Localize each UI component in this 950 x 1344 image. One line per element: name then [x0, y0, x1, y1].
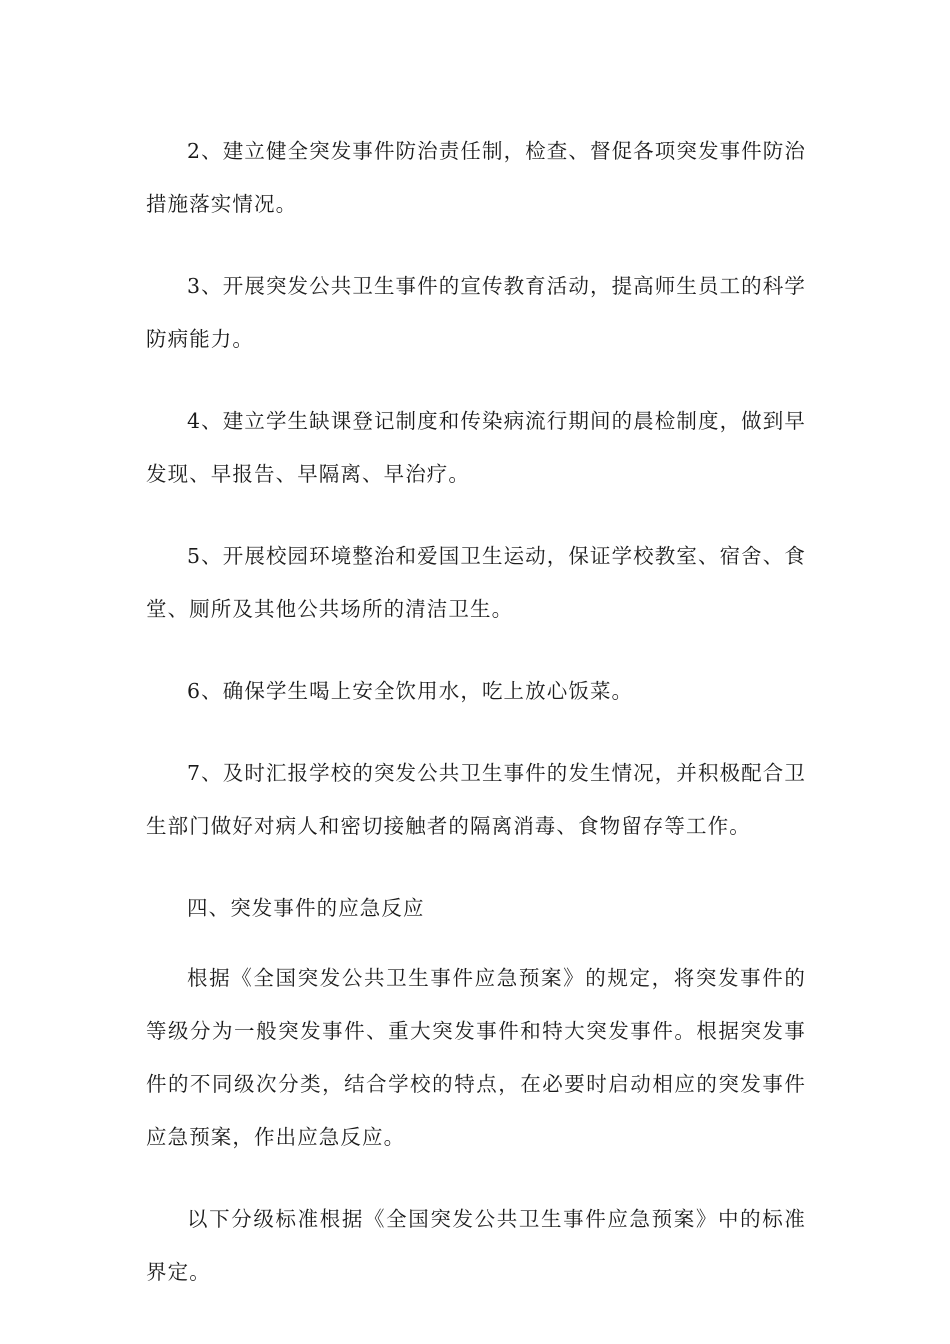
- document-body: [146, 125, 806, 1328]
- paragraph-item-6: 6、确保学生喝上安全饮用水，吃上放心饭菜。: [187, 679, 634, 703]
- paragraph-item-5: 5、开展校园环境整治和爱国卫生运动，保证学校教室、宿舍、食堂、厕所及其他公共场所的清洁卫生。: [146, 544, 806, 621]
- paragraph-item-3: 3、开展突发公共卫生事件的宣传教育活动，提高师生员工的科学防病能力。: [146, 274, 806, 351]
- paragraph-section-standard: 以下分级标准根据《全国突发公共卫生事件应急预案》中的标准界定。: [146, 1207, 806, 1284]
- paragraph-section-intro: 根据《全国突发公共卫生事件应急预案》的规定，将突发事件的等级分为一般突发事件、重大突发事件和特大突发事件。根据突发事件的不同级次分类，结合学校的特点，在必要时启动相应的突发事件应急预案，作出应急反应。: [146, 966, 806, 1149]
- paragraph-item-4: 4、建立学生缺课登记制度和传染病流行期间的晨检制度，做到早发现、早报告、早隔离、早治疗。: [146, 409, 806, 486]
- paragraph-item-7: 7、及时汇报学校的突发公共卫生事件的发生情况，并积极配合卫生部门做好对病人和密切接触者的隔离消毒、食物留存等工作。: [146, 761, 806, 838]
- paragraph-item-2: 2、建立健全突发事件防治责任制，检查、督促各项突发事件防治措施落实情况。: [146, 139, 806, 216]
- section-heading: 四、突发事件的应急反应: [187, 896, 425, 920]
